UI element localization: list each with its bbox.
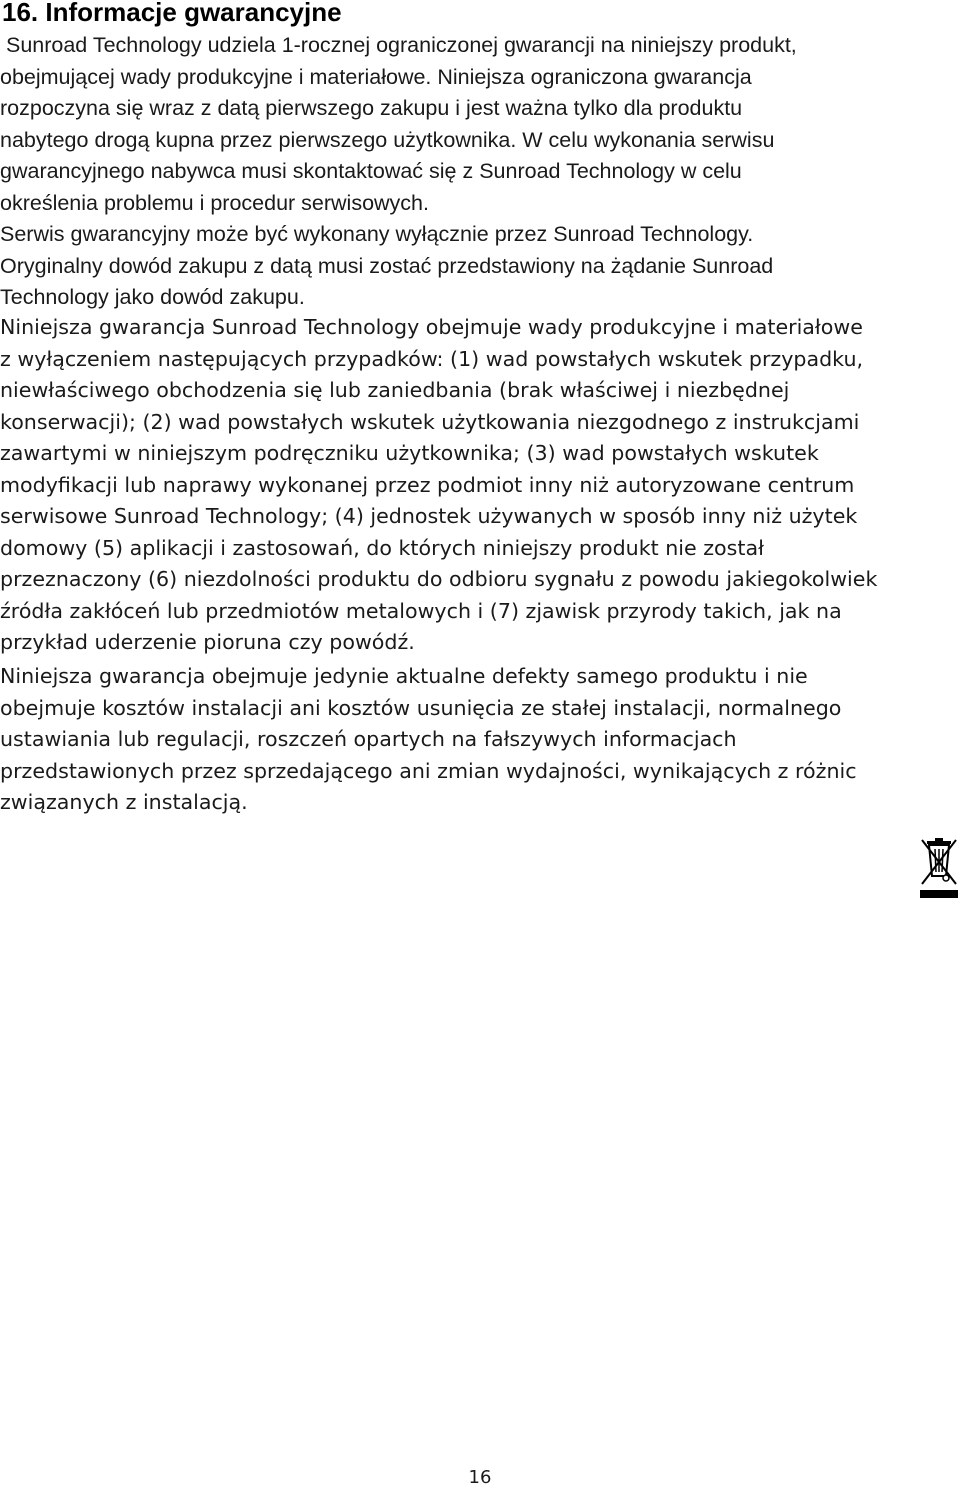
text-line: przedstawionych przez sprzedającego ani zmian wydajności, wynikających z różnic [0, 758, 857, 783]
text-line: Niniejsza gwarancja Sunroad Technology obejmuje wady produkcyjne i materiałowe [0, 315, 863, 339]
text-line: Serwis gwarancyjny może być wykonany wyłącznie przez Sunroad Technology. [0, 222, 754, 246]
warranty-exclusions-paragraph [0, 312, 958, 659]
text-line: związanych z instalacją. [0, 790, 248, 814]
text-line: rozpoczyna się wraz z datą pierwszego zakupu i jest ważna tylko dla produktu [0, 96, 743, 120]
text-line: przykład uderzenie pioruna czy powódź. [0, 630, 415, 654]
text-line: Technology jako dowód zakupu. [0, 285, 305, 309]
text-line: źródła zakłóceń lub przedmiotów metalowych i (7) zjawisk przyrody takich, jak na [0, 598, 842, 623]
text-line: nabytego drogą kupna przez pierwszego użytkownika. W celu wykonania serwisu [0, 127, 775, 152]
text-line: serwisowe Sunroad Technology; (4) jednostek używanych w sposób inny niż użytek [0, 504, 858, 528]
warranty-scope-paragraph [0, 661, 958, 819]
text-line: Niniejsza gwarancja obejmuje jedynie aktualne defekty samego produktu i nie [0, 664, 808, 688]
text-line: niewłaściwego obchodzenia się lub zaniedbania (brak właściwej i niezbędnej [0, 378, 790, 402]
section-title: 16. Informacje gwarancyjne [2, 0, 342, 27]
text-line: ustawiania lub regulacji, roszczeń opartych na fałszywych informacjach [0, 727, 737, 751]
text-line: Sunroad Technology udziela 1-rocznej ograniczonej gwarancji na niniejszy produkt, [0, 33, 797, 57]
text-line: modyfikacji lub naprawy wykonanej przez podmiot inny niż autoryzowane centrum [0, 472, 855, 497]
text-line: zawartymi w niniejszym podręczniku użytkownika; (3) wad powstałych wskutek [0, 441, 819, 465]
text-line: Oryginalny dowód zakupu z datą musi zostać przedstawiony na żądanie Sunroad [0, 253, 774, 278]
text-line: przeznaczony (6) niezdolności produktu do odbioru sygnału z powodu jakiegokolwiek [0, 567, 878, 591]
text-line: gwarancyjnego nabywca musi skontaktować się z Sunroad Technology w celu [0, 159, 742, 183]
text-line: domowy (5) aplikacji i zastosowań, do których niniejszy produkt nie został [0, 535, 764, 560]
crossed-out-wheelie-bin-icon [919, 836, 959, 900]
text-line: obejmuje kosztów instalacji ani kosztów usunięcia ze stałej instalacji, normalnego [0, 695, 842, 720]
text-line: konserwacji); (2) wad powstałych wskutek użytkowania niezgodnego z instrukcjami [0, 409, 860, 434]
text-line: obejmującej wady produkcyjne i materiałowe. Niniejsza ograniczona gwarancja [0, 64, 752, 89]
text-line: z wyłączeniem następujących przypadków: (1) wad powstałych wskutek przypadku, [0, 346, 864, 371]
page-number: 16 [468, 1467, 492, 1488]
text-line: określenia problemu i procedur serwisowych. [0, 190, 429, 215]
warranty-intro-paragraph [0, 30, 958, 314]
